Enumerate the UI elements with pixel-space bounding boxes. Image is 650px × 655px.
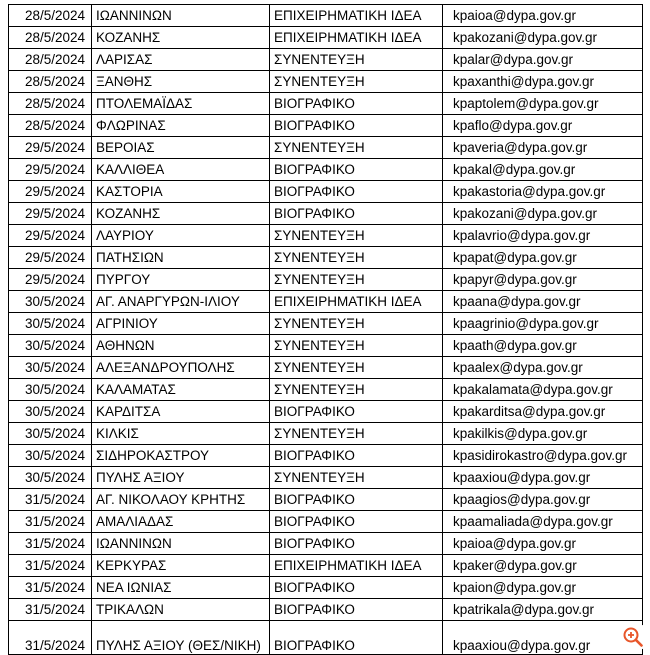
date-cell: 31/5/2024 <box>9 489 92 511</box>
email-cell: kpasidirokastro@dypa.gov.gr <box>443 445 643 467</box>
email-cell: kpaaxiou@dypa.gov.gr <box>443 467 643 489</box>
email-cell: kpaptolem@dypa.gov.gr <box>443 93 643 115</box>
location-cell: ΚΑΣΤΟΡΙΑ <box>92 181 270 203</box>
table-row <box>9 291 643 313</box>
activity-cell: ΣΥΝΕΝΤΕΥΞΗ <box>270 247 443 269</box>
table-row <box>9 533 643 555</box>
date-cell: 31/5/2024 <box>9 577 92 599</box>
email-cell: kpatrikala@dypa.gov.gr <box>443 599 643 621</box>
table-row <box>9 137 643 159</box>
date-cell: 28/5/2024 <box>9 71 92 93</box>
activity-cell: ΣΥΝΕΝΤΕΥΞΗ <box>270 313 443 335</box>
date-cell: 29/5/2024 <box>9 269 92 291</box>
table-row <box>9 225 643 247</box>
location-cell: ΑΘΗΝΩΝ <box>92 335 270 357</box>
activity-cell: ΕΠΙΧΕΙΡΗΜΑΤΙΚΗ ΙΔΕΑ <box>270 5 443 27</box>
email-cell: kpakozani@dypa.gov.gr <box>443 203 643 225</box>
location-cell: ΠΥΛΗΣ ΑΞΙΟΥ <box>92 467 270 489</box>
table-row <box>9 203 643 225</box>
activity-cell: ΕΠΙΧΕΙΡΗΜΑΤΙΚΗ ΙΔΕΑ <box>270 291 443 313</box>
email-cell: kpakarditsa@dypa.gov.gr <box>443 401 643 423</box>
activity-cell: ΒΙΟΓΡΑΦΙΚΟ <box>270 93 443 115</box>
activity-cell: ΣΥΝΕΝΤΕΥΞΗ <box>270 335 443 357</box>
table-row <box>9 423 643 445</box>
activity-cell: ΒΙΟΓΡΑΦΙΚΟ <box>270 445 443 467</box>
date-cell: 29/5/2024 <box>9 159 92 181</box>
date-cell: 30/5/2024 <box>9 357 92 379</box>
table-row <box>9 159 643 181</box>
location-cell: ΦΛΩΡΙΝΑΣ <box>92 115 270 137</box>
date-cell: 28/5/2024 <box>9 115 92 137</box>
date-cell: 30/5/2024 <box>9 335 92 357</box>
activity-cell: ΣΥΝΕΝΤΕΥΞΗ <box>270 379 443 401</box>
email-cell: kpapat@dypa.gov.gr <box>443 247 643 269</box>
date-cell: 31/5/2024 <box>9 621 92 655</box>
location-cell: ΙΩΑΝΝΙΝΩΝ <box>92 533 270 555</box>
zoom-in-button[interactable] <box>620 625 646 649</box>
date-cell: 31/5/2024 <box>9 555 92 577</box>
location-cell: ΛΑΥΡΙΟΥ <box>92 225 270 247</box>
activity-cell: ΣΥΝΕΝΤΕΥΞΗ <box>270 137 443 159</box>
email-cell: kpaioa@dypa.gov.gr <box>443 533 643 555</box>
date-cell: 29/5/2024 <box>9 247 92 269</box>
activity-cell: ΒΙΟΓΡΑΦΙΚΟ <box>270 181 443 203</box>
date-cell: 29/5/2024 <box>9 225 92 247</box>
location-cell: ΙΩΑΝΝΙΝΩΝ <box>92 5 270 27</box>
date-cell: 28/5/2024 <box>9 5 92 27</box>
email-cell: kpaxanthi@dypa.gov.gr <box>443 71 643 93</box>
email-cell: kpalar@dypa.gov.gr <box>443 49 643 71</box>
schedule-table <box>8 4 643 655</box>
email-cell: kpaflo@dypa.gov.gr <box>443 115 643 137</box>
table-row <box>9 621 643 655</box>
activity-cell: ΒΙΟΓΡΑΦΙΚΟ <box>270 115 443 137</box>
activity-cell: ΕΠΙΧΕΙΡΗΜΑΤΙΚΗ ΙΔΕΑ <box>270 555 443 577</box>
activity-cell: ΒΙΟΓΡΑΦΙΚΟ <box>270 203 443 225</box>
activity-cell: ΣΥΝΕΝΤΕΥΞΗ <box>270 269 443 291</box>
email-cell: kpaaxiou@dypa.gov.gr <box>443 621 643 655</box>
email-cell: kpaath@dypa.gov.gr <box>443 335 643 357</box>
activity-cell: ΒΙΟΓΡΑΦΙΚΟ <box>270 577 443 599</box>
date-cell: 28/5/2024 <box>9 27 92 49</box>
table-row <box>9 555 643 577</box>
email-cell: kpakalamata@dypa.gov.gr <box>443 379 643 401</box>
location-cell: ΚΑΛΑΜΑΤΑΣ <box>92 379 270 401</box>
date-cell: 31/5/2024 <box>9 599 92 621</box>
table-row <box>9 335 643 357</box>
email-cell: kpaagios@dypa.gov.gr <box>443 489 643 511</box>
email-cell: kpapyr@dypa.gov.gr <box>443 269 643 291</box>
email-cell: kpalavrio@dypa.gov.gr <box>443 225 643 247</box>
activity-cell: ΣΥΝΕΝΤΕΥΞΗ <box>270 49 443 71</box>
date-cell: 28/5/2024 <box>9 49 92 71</box>
email-cell: kpaioa@dypa.gov.gr <box>443 5 643 27</box>
table-row <box>9 181 643 203</box>
table-row <box>9 71 643 93</box>
table-row <box>9 5 643 27</box>
table-row <box>9 49 643 71</box>
table-row <box>9 379 643 401</box>
location-cell: ΞΑΝΘΗΣ <box>92 71 270 93</box>
date-cell: 29/5/2024 <box>9 137 92 159</box>
location-cell: ΠΤΟΛΕΜΑΪΔΑΣ <box>92 93 270 115</box>
location-cell: ΑΜΑΛΙΑΔΑΣ <box>92 511 270 533</box>
table-row <box>9 313 643 335</box>
location-cell: ΑΛΕΞΑΝΔΡΟΥΠΟΛΗΣ <box>92 357 270 379</box>
activity-cell: ΣΥΝΕΝΤΕΥΞΗ <box>270 357 443 379</box>
date-cell: 30/5/2024 <box>9 401 92 423</box>
table-row <box>9 445 643 467</box>
date-cell: 31/5/2024 <box>9 533 92 555</box>
table-row <box>9 467 643 489</box>
location-cell: ΚΟΖΑΝΗΣ <box>92 203 270 225</box>
activity-cell: ΣΥΝΕΝΤΕΥΞΗ <box>270 423 443 445</box>
email-cell: kpaalex@dypa.gov.gr <box>443 357 643 379</box>
activity-cell: ΣΥΝΕΝΤΕΥΞΗ <box>270 467 443 489</box>
date-cell: 30/5/2024 <box>9 445 92 467</box>
email-cell: kpakastoria@dypa.gov.gr <box>443 181 643 203</box>
activity-cell: ΒΙΟΓΡΑΦΙΚΟ <box>270 599 443 621</box>
location-cell: ΚΑΛΛΙΘΕΑ <box>92 159 270 181</box>
email-cell: kpaagrinio@dypa.gov.gr <box>443 313 643 335</box>
email-cell: kpaana@dypa.gov.gr <box>443 291 643 313</box>
activity-cell: ΣΥΝΕΝΤΕΥΞΗ <box>270 225 443 247</box>
date-cell: 28/5/2024 <box>9 93 92 115</box>
activity-cell: ΒΙΟΓΡΑΦΙΚΟ <box>270 511 443 533</box>
location-cell: ΒΕΡΟΙΑΣ <box>92 137 270 159</box>
date-cell: 30/5/2024 <box>9 379 92 401</box>
table-row <box>9 115 643 137</box>
table-body <box>9 5 643 655</box>
location-cell: ΑΓΡΙΝΙΟΥ <box>92 313 270 335</box>
email-cell: kpaveria@dypa.gov.gr <box>443 137 643 159</box>
email-cell: kpaion@dypa.gov.gr <box>443 577 643 599</box>
location-cell: ΤΡΙΚΑΛΩΝ <box>92 599 270 621</box>
activity-cell: ΒΙΟΓΡΑΦΙΚΟ <box>270 159 443 181</box>
location-cell: ΚΟΖΑΝΗΣ <box>92 27 270 49</box>
table-row <box>9 577 643 599</box>
email-cell: kpakozani@dypa.gov.gr <box>443 27 643 49</box>
table-row <box>9 27 643 49</box>
location-cell: ΚΕΡΚΥΡΑΣ <box>92 555 270 577</box>
date-cell: 30/5/2024 <box>9 313 92 335</box>
activity-cell: ΕΠΙΧΕΙΡΗΜΑΤΙΚΗ ΙΔΕΑ <box>270 27 443 49</box>
date-cell: 31/5/2024 <box>9 511 92 533</box>
email-cell: kpaker@dypa.gov.gr <box>443 555 643 577</box>
location-cell: ΑΓ. ΝΙΚΟΛΑΟΥ ΚΡΗΤΗΣ <box>92 489 270 511</box>
date-cell: 30/5/2024 <box>9 291 92 313</box>
location-cell: ΚΑΡΔΙΤΣΑ <box>92 401 270 423</box>
table-row <box>9 357 643 379</box>
table-row <box>9 489 643 511</box>
table-row <box>9 511 643 533</box>
table-row <box>9 269 643 291</box>
date-cell: 29/5/2024 <box>9 181 92 203</box>
email-cell: kpakilkis@dypa.gov.gr <box>443 423 643 445</box>
location-cell: ΠΥΡΓΟΥ <box>92 269 270 291</box>
date-cell: 30/5/2024 <box>9 423 92 445</box>
date-cell: 29/5/2024 <box>9 203 92 225</box>
email-cell: kpakal@dypa.gov.gr <box>443 159 643 181</box>
table-row <box>9 93 643 115</box>
email-cell: kpaamaliada@dypa.gov.gr <box>443 511 643 533</box>
zoom-in-icon <box>622 626 644 648</box>
location-cell: ΛΑΡΙΣΑΣ <box>92 49 270 71</box>
table-row <box>9 599 643 621</box>
activity-cell: ΒΙΟΓΡΑΦΙΚΟ <box>270 489 443 511</box>
location-cell: ΚΙΛΚΙΣ <box>92 423 270 445</box>
location-cell: ΠΥΛΗΣ ΑΞΙΟΥ (ΘΕΣ/ΝΙΚΗ) <box>92 621 270 655</box>
date-cell: 30/5/2024 <box>9 467 92 489</box>
activity-cell: ΒΙΟΓΡΑΦΙΚΟ <box>270 401 443 423</box>
activity-cell: ΒΙΟΓΡΑΦΙΚΟ <box>270 621 443 655</box>
location-cell: ΣΙΔΗΡΟΚΑΣΤΡΟΥ <box>92 445 270 467</box>
table-row <box>9 401 643 423</box>
location-cell: ΠΑΤΗΣΙΩΝ <box>92 247 270 269</box>
table-row <box>9 247 643 269</box>
activity-cell: ΒΙΟΓΡΑΦΙΚΟ <box>270 533 443 555</box>
location-cell: ΝΕΑ ΙΩΝΙΑΣ <box>92 577 270 599</box>
location-cell: ΑΓ. ΑΝΑΡΓΥΡΩΝ-ΙΛΙΟΥ <box>92 291 270 313</box>
activity-cell: ΣΥΝΕΝΤΕΥΞΗ <box>270 71 443 93</box>
